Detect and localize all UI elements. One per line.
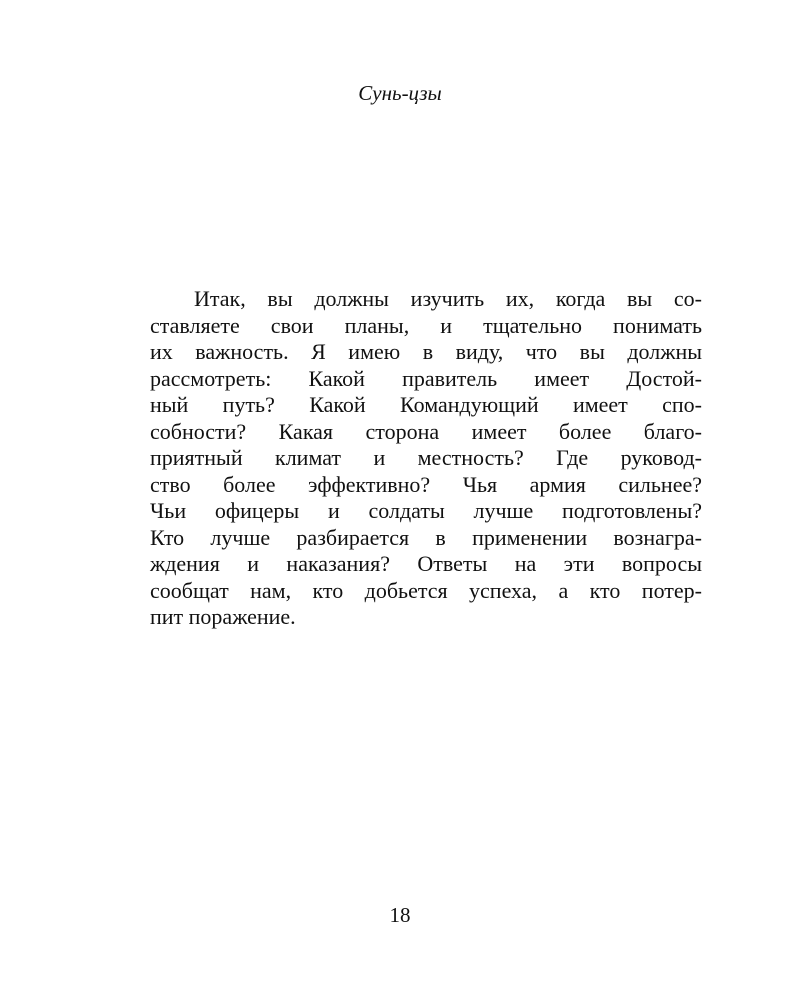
text-line: ный путь? Какой Командующий имеет спо-	[150, 392, 702, 417]
text-line: Кто лучше разбирается в применении вознагра-	[150, 524, 702, 550]
text-line: ство более эффективно? Чья армия сильнее?	[150, 471, 702, 497]
text-line: Итак, вы должны изучить их, когда вы со-	[194, 286, 702, 311]
running-header: Сунь-цзы	[358, 81, 442, 105]
text-line: их важность. Я имею в виду, что вы должны	[150, 339, 702, 364]
text-line: сообщат нам, кто добьется успеха, а кто потер-	[150, 577, 702, 603]
page-number: 18	[389, 903, 411, 927]
body-paragraph	[150, 286, 702, 631]
text-line: пит поражение.	[150, 604, 296, 629]
text-line: собности? Какая сторона имеет более благо-	[150, 418, 702, 444]
text-line: Чьи офицеры и солдаты лучше подготовлены?	[150, 498, 702, 523]
text-line: ждения и наказания? Ответы на эти вопросы	[150, 551, 702, 576]
text-line: рассмотреть: Какой правитель имеет Достой-	[150, 365, 702, 391]
text-line: ставляете свои планы, и тщательно понимать	[150, 312, 702, 338]
text-line: приятный климат и местность? Где руковод-	[150, 445, 702, 470]
